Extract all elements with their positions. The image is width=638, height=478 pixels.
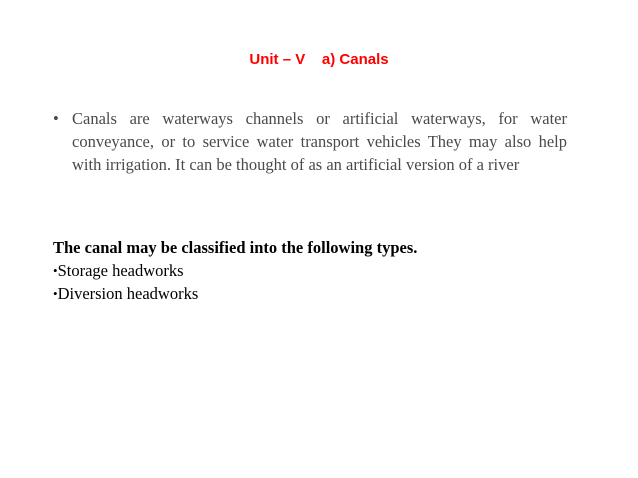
bullet-text: Canals are waterways channels or artificial waterways, for water conveyance, or to service water transport vehicles They may also help with irrigation. It can be thought of as an artificial version of a river	[72, 109, 567, 174]
slide-title: Unit – V a) Canals	[249, 51, 389, 68]
types-item-storage	[53, 259, 593, 282]
bullet-dot: •	[53, 109, 59, 128]
types-item-label: Diversion headworks	[57, 284, 199, 303]
types-item-bullet: •	[53, 286, 58, 301]
types-heading: The canal may be classified into the following types.	[53, 238, 418, 257]
types-item-label: Storage headworks	[57, 261, 184, 280]
bullet-paragraph	[53, 107, 567, 176]
types-section	[53, 236, 593, 305]
types-item-diversion	[53, 282, 593, 305]
types-item-bullet: •	[53, 263, 58, 278]
